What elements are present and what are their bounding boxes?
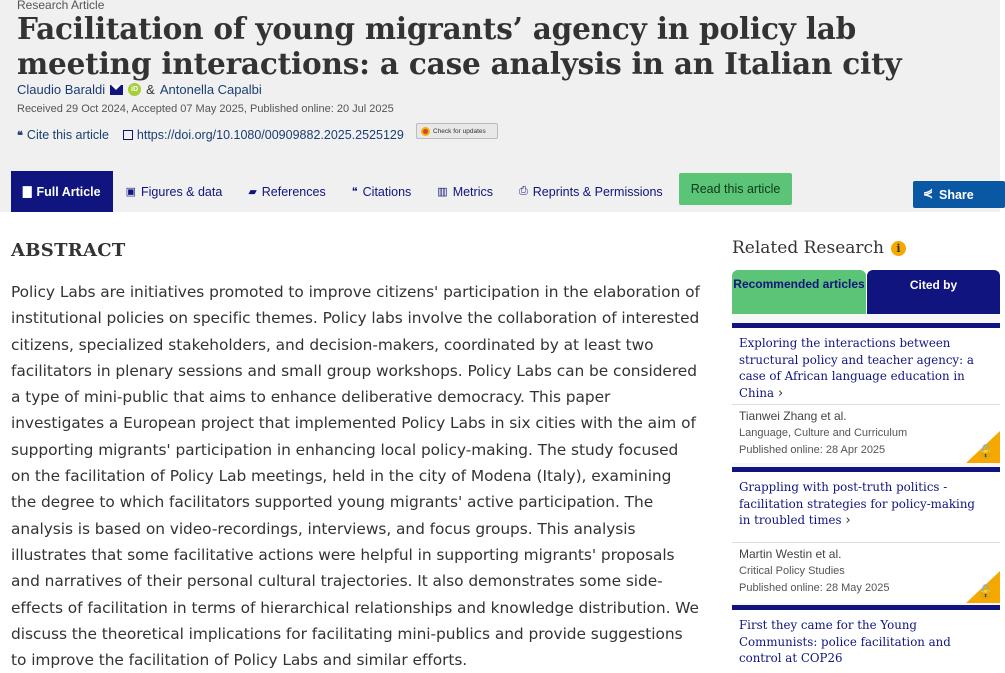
tab-reprints-permissions[interactable] (506, 171, 676, 212)
share-button[interactable] (913, 181, 1005, 208)
bar-chart-icon: ▥ (437, 186, 448, 198)
article-title: Facilitation of young migrants’ agency in policy lab meeting interactions: a case analysis in an Italian city (17, 11, 902, 81)
related-article-card[interactable] (732, 467, 1000, 603)
tab-recommended-articles[interactable]: Recommended articles (732, 270, 866, 314)
chevron-right-icon: › (778, 385, 784, 401)
doi-container (123, 128, 404, 142)
related-article-date: Published online: 28 May 2025 (739, 582, 890, 594)
related-article-card[interactable] (732, 605, 1000, 665)
related-article-title[interactable]: Exploring the interactions between structural policy and teacher agency: a case of African language education in China › (739, 336, 974, 401)
related-heading-label: Related Research (732, 238, 884, 258)
article-type: Research Article (17, 0, 105, 12)
author-link[interactable]: Claudio Baraldi (17, 82, 106, 97)
quote-icon: ❝ (17, 129, 23, 142)
open-access-badge (966, 431, 1000, 463)
tab-figures-data[interactable] (113, 171, 236, 212)
check-updates-label: Check for updates (433, 127, 486, 135)
tab-label: Citations (362, 184, 412, 199)
tab-citations[interactable] (339, 171, 425, 212)
share-label: Share (939, 187, 974, 202)
related-research-heading (732, 238, 906, 258)
tab-references[interactable] (235, 171, 338, 212)
check-for-updates-button[interactable] (416, 123, 498, 139)
publication-dates: Received 29 Oct 2024, Accepted 07 May 2025, Published online: 20 Jul 2025 (17, 103, 394, 115)
doi-link[interactable]: https://doi.org/10.1080/00909882.2025.2525129 (136, 128, 404, 142)
read-this-article-button[interactable]: Read this article (679, 173, 793, 205)
tab-cited-by[interactable]: Cited by (867, 270, 1000, 314)
cite-doi-row (17, 128, 404, 142)
related-article-meta (739, 408, 907, 459)
related-tabs (732, 270, 1000, 314)
related-article-date: Published online: 28 Apr 2025 (739, 444, 886, 456)
related-article-title[interactable]: First they came for the Young Communists: police facilitation and control at COP26 (739, 618, 951, 665)
tab-label: References (261, 184, 326, 199)
email-icon[interactable] (110, 85, 123, 95)
crossmark-icon (421, 127, 430, 136)
divider (732, 542, 1000, 543)
related-article-title[interactable]: Grappling with post-truth politics - facilitation strategies for policy-making in troubled times › (739, 480, 975, 528)
author-link[interactable]: Antonella Capalbi (159, 82, 262, 97)
author-list (17, 82, 262, 97)
related-article-card[interactable] (732, 323, 1000, 463)
tab-label: Reprints & Permissions (532, 184, 663, 199)
open-access-lock-icon: 🔓 (977, 444, 994, 459)
related-article-journal: Language, Culture and Curriculum (739, 427, 908, 439)
info-icon[interactable]: i (891, 241, 906, 256)
related-article-meta (739, 546, 889, 597)
tab-label: Figures & data (141, 184, 223, 199)
related-article-authors: Martin Westin et al. (739, 547, 842, 561)
tab-label: Full Article (36, 184, 101, 199)
external-link-icon (123, 130, 133, 140)
document-icon: ▇ (23, 186, 32, 198)
print-icon: ⎙ (518, 185, 528, 197)
tab-metrics[interactable] (424, 171, 506, 212)
orcid-icon[interactable]: iD (128, 83, 141, 96)
abstract-heading: ABSTRACT (11, 240, 126, 261)
article-header (0, 0, 1000, 212)
book-icon: ▰ (248, 186, 257, 198)
article-tabs (11, 170, 792, 212)
tab-label: Metrics (452, 184, 493, 199)
author-separator: & (146, 82, 155, 97)
chevron-right-icon: › (845, 513, 851, 528)
open-access-lock-icon: 🔓 (977, 584, 994, 599)
open-access-badge (966, 571, 1000, 603)
share-icon: ⋞ (923, 186, 934, 200)
cite-this-article-link[interactable]: Cite this article (26, 128, 109, 142)
quote-icon: ❝ (351, 186, 358, 198)
related-article-journal: Critical Policy Studies (739, 565, 845, 577)
abstract-text: Policy Labs are initiatives promoted to improve citizens' participation in the elaboration of institutional policies on specific themes. Policy labs involve the collaboration of interested citizens, specialized stakeholders, and decision-makers, coordinated by at least two facilitators in plenary sessions and small group workshops. Policy Labs can be considered a type of mini-public that aims to enhance deliberative democracy. This paper investigates a European project that implemented Policy Labs in six cities with the aim of supporting migrants' participation in enhancing local policy-making. The study focused on the facilitation of Policy Lab meetings, held in the city of Modena (Italy), examining the degree to which facilitators supported young migrants' active participation. The analysis is based on video-recordings, interviews, and focus groups. This analysis illustrates that some facilitative actions were helpful in supporting migrants' proposals and narratives of their personal cultural trajectories. It also demonstrates some side-effects of facilitation in terms of hierarchical relationships and knowledge distribution. We discuss the theoretical implications for facilitating mini-publics and provide suggestions to improve the facilitation of Policy Labs and similar efforts. (11, 283, 700, 670)
related-article-authors: Tianwei Zhang et al. (739, 409, 847, 423)
divider (732, 404, 1000, 405)
tab-full-article[interactable] (11, 171, 113, 212)
image-icon: ▣ (125, 186, 137, 198)
